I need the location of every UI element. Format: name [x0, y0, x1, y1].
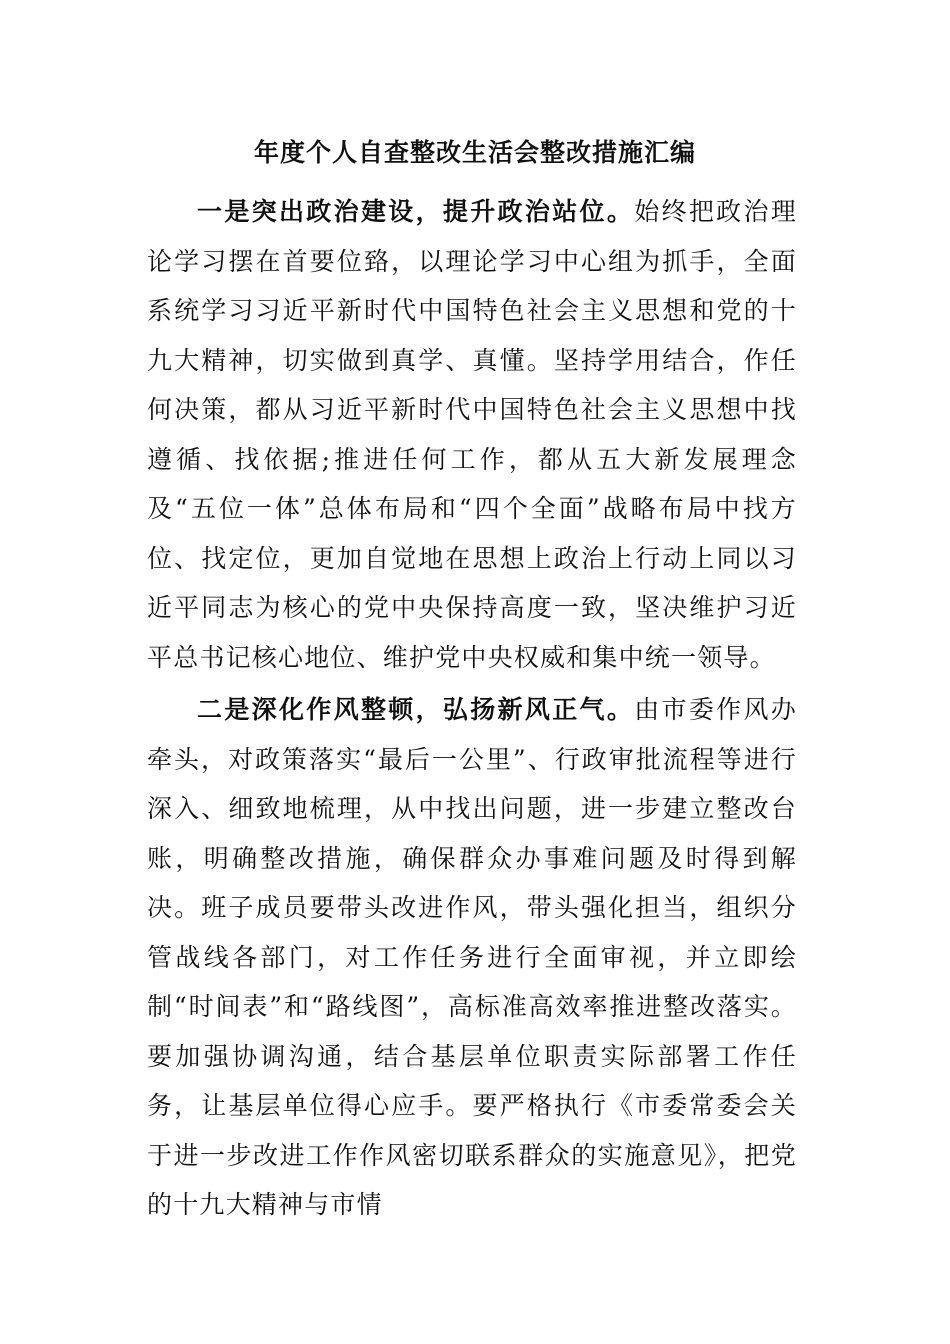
paragraph-body: 始终把政治理论学习摆在首要位臵，以理论学习中心组为抓手，全面系统学习习近平新时代中国特色社会主义思想和党的十九大精神，切实做到真学、真懂。坚持学用结合，作任何决策，都从习近平新时代中国特色社会主义思想中找遵循、找依据;推进任何工作，都从五大新发展理念及“五位一体”总体布局和“四个全面”战略布局中找方位、找定位，更加自觉地在思想上政治上行动上同以习近平同志为核心的党中央保持高度一致，坚决维护习近平总书记核心地位、维护党中央权威和集中统一领导。 — [147, 197, 798, 672]
document-title: 年度个人自查整改生活会整改措施汇编 — [253, 138, 696, 167]
paragraph-lead: 一是突出政治建设，提升政治站位。 — [197, 197, 635, 226]
paragraph-political-building — [147, 187, 797, 682]
paragraph-lead: 二是深化作风整顿，弘扬新风正气。 — [197, 695, 635, 724]
paragraph-body: 由市委作风办牵头，对政策落实“最后一公里”、行政审批流程等进行深入、细致地梳理，从中找出问题，进一步建立整改台账，明确整改措施，确保群众办事难问题及时得到解决。班子成员要带头改进作风，带头强化担当，组织分管战线各部门，对工作任务进行全面审视，并立即绘制“时间表”和“路线图”，高标准高效率推进整改落实。要加强协调沟通，结合基层单位职责实际部署工作任务，让基层单位得心应手。要严格执行《市委常委会关于进一步改进工作作风密切联系群众的实施意见》，把党的十九大精神与市情 — [147, 695, 798, 1219]
paragraph-work-style — [147, 685, 797, 1230]
